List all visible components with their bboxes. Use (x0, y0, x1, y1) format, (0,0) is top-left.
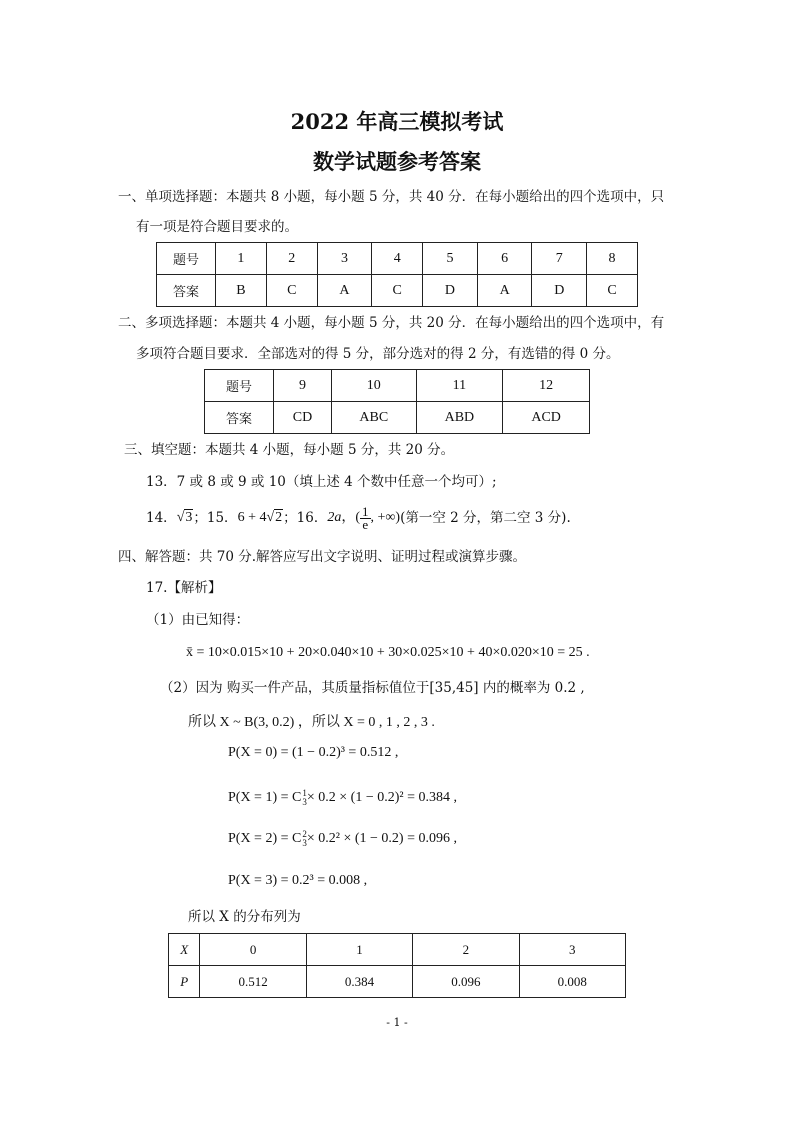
q14-16-answers: 14． √3 ；15． 6 + 4√2 ；16． 2a ，( $\frac{1}{e}$ , +∞) (第一空 2 分，第二空 3 分). (146, 503, 571, 532)
table-cell: 12 (503, 370, 590, 402)
table-cell: 9 (274, 370, 332, 402)
table-cell: 1 (216, 243, 267, 275)
table-cell: P (169, 966, 200, 998)
table-row (205, 370, 590, 402)
q16-note: (第一空 2 分，第二空 3 分). (400, 510, 571, 526)
table-cell: 5 (423, 243, 478, 275)
distribution-table (168, 933, 626, 998)
table-cell: 11 (416, 370, 503, 402)
table-cell: A (477, 275, 532, 307)
table-cell: 8 (587, 243, 638, 275)
table-row (205, 402, 590, 434)
table-cell: C (372, 275, 423, 307)
table-row (169, 966, 626, 998)
q13-answer: 13．7 或 8 或 9 或 10（填上述 4 个数中任意一个均可）; (146, 474, 497, 490)
table-cell: 1 (306, 934, 412, 966)
q17-part2-line: （2）因为 购买一件产品，其质量指标值位于[35,45] 内的概率为 0.2 , (160, 680, 585, 696)
row-label: 题号 (205, 370, 274, 402)
table-cell: CD (274, 402, 332, 434)
q14-value: √3 (176, 510, 193, 525)
section1-line2: 有一项是符合题目要求的。 (136, 219, 298, 235)
table-cell: 0.512 (200, 966, 306, 998)
table-cell: ABD (416, 402, 503, 434)
prob-x3: P(X = 3) = 0.2³ = 0.008 , (228, 873, 368, 888)
section1-line1: 一、单项选择题：本题共 8 小题，每小题 5 分，共 40 分．在每小题给出的四个选项中，只 (118, 189, 665, 205)
q15-value: 6 + 4√2 (237, 510, 283, 525)
table-cell: 3 (519, 934, 625, 966)
page-subtitle: 数学试题参考答案 (313, 149, 481, 174)
table-cell: A (317, 275, 372, 307)
prob-x2: P(X = 2) = C 2 3 × 0.2² × (1 − 0.2) = 0.096 , (228, 829, 457, 848)
table-cell: 10 (332, 370, 417, 402)
table-cell: C (587, 275, 638, 307)
table-row (157, 243, 638, 275)
q16-label: ；16． (283, 510, 328, 526)
q16-fraction: $\frac{1}{e}$ (362, 503, 369, 532)
table-cell: 0 (200, 934, 306, 966)
q16-value-a: 2a (327, 510, 342, 525)
row-label: 答案 (157, 275, 216, 307)
table-cell: 6 (477, 243, 532, 275)
table-row (157, 275, 638, 307)
distribution-heading: 所以 X 的分布列为 (188, 909, 301, 925)
table-row (169, 934, 626, 966)
row-label: 答案 (205, 402, 274, 434)
table-cell: 2 (266, 243, 317, 275)
q17-part1-equation: x̄ = 10×0.015×10 + 20×0.040×10 + 30×0.025×10 + 40×0.020×10 = 25 . (186, 645, 590, 660)
q15-label: ；15． (193, 510, 238, 526)
table-cell: 2 (413, 934, 519, 966)
table-cell: 0.384 (306, 966, 412, 998)
page-number: - 1 - (386, 1016, 408, 1029)
q17-part1-label: （1）由已知得： (146, 612, 250, 628)
table-cell: B (216, 275, 267, 307)
page-title: 2022 年高三模拟考试 (290, 109, 504, 134)
table-cell: D (532, 275, 587, 307)
table-cell: 4 (372, 243, 423, 275)
section3-heading: 三、填空题：本题共 4 小题，每小题 5 分，共 20 分。 (124, 442, 455, 458)
q17-label: 17.【解析】 (146, 580, 222, 596)
section4-heading: 四、解答题：共 70 分.解答应写出文字说明、证明过程或演算步骤。 (118, 549, 527, 565)
q17-distribution: 所以 X ~ B(3, 0.2) ，所以 X = 0 , 1 , 2 , 3 . (188, 715, 435, 730)
table-cell: ACD (503, 402, 590, 434)
multi-choice-table (204, 369, 590, 434)
table-cell: 0.008 (519, 966, 625, 998)
prob-x0: P(X = 0) = (1 − 0.2)³ = 0.512 , (228, 745, 399, 760)
table-cell: X (169, 934, 200, 966)
table-cell: ABC (332, 402, 417, 434)
row-label: 题号 (157, 243, 216, 275)
single-choice-table (156, 242, 638, 307)
section2-line2: 多项符合题目要求．全部选对的得 5 分，部分选对的得 2 分，有选错的得 0 分。 (136, 346, 620, 362)
table-cell: 0.096 (413, 966, 519, 998)
section2-line1: 二、多项选择题：本题共 4 小题，每小题 5 分，共 20 分．在每小题给出的四个选项中，有 (118, 315, 665, 331)
table-cell: 3 (317, 243, 372, 275)
table-cell: 7 (532, 243, 587, 275)
q14-label: 14． (146, 510, 177, 526)
table-cell: D (423, 275, 478, 307)
prob-x1: P(X = 1) = C 1 3 × 0.2 × (1 − 0.2)² = 0.384 , (228, 788, 457, 807)
table-cell: C (266, 275, 317, 307)
